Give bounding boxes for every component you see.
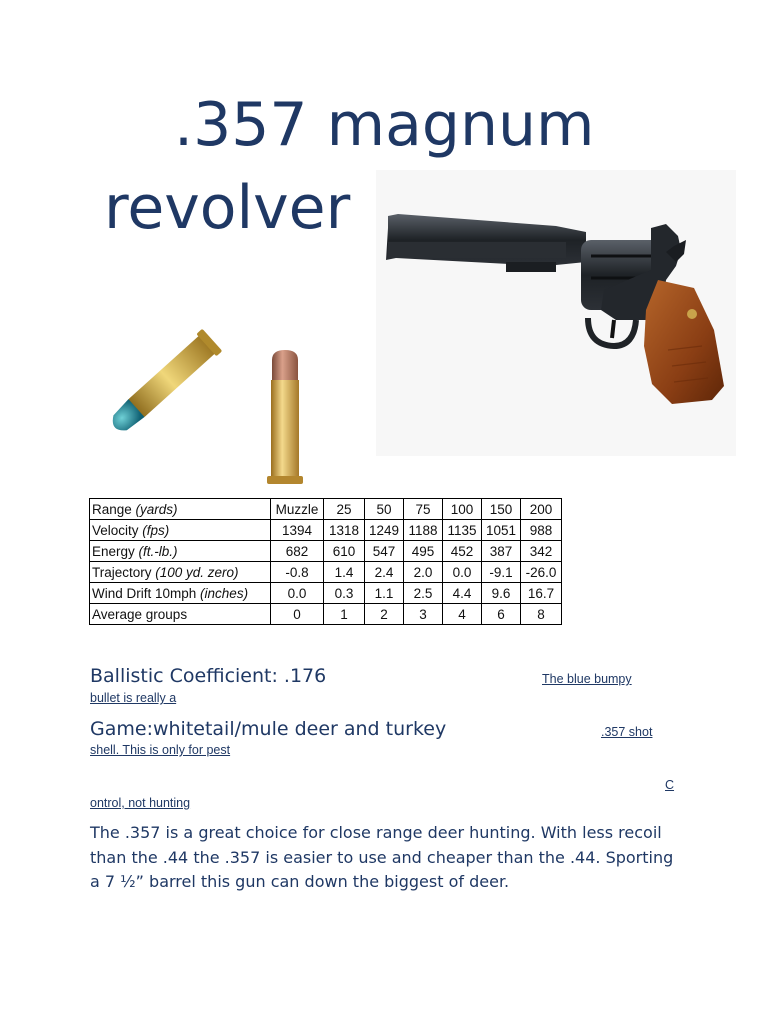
table-cell: 150 <box>482 499 521 520</box>
row-label-text: Wind Drift 10mph <box>92 585 201 601</box>
table-cell: 495 <box>404 541 443 562</box>
row-unit: (fps) <box>142 522 170 538</box>
row-label <box>90 499 271 520</box>
revolver-image <box>376 170 736 456</box>
table-cell: 342 <box>521 541 562 562</box>
game-heading: Game:whitetail/mule deer and turkey <box>90 718 447 740</box>
table-cell: 988 <box>521 520 562 541</box>
table-row <box>90 520 562 541</box>
table-cell: 547 <box>365 541 404 562</box>
table-cell: 1394 <box>271 520 324 541</box>
page-title-line-2: revolver <box>104 173 351 243</box>
table-cell: 1.4 <box>324 562 365 583</box>
table-row <box>90 562 562 583</box>
table-cell: 200 <box>521 499 562 520</box>
table-cell: 0 <box>271 604 324 625</box>
row-label <box>90 562 271 583</box>
table-cell: 387 <box>482 541 521 562</box>
row-label-text: Energy <box>92 543 139 559</box>
caption-link-3b[interactable]: ontrol, not hunting <box>90 796 191 810</box>
row-unit: (inches) <box>200 585 249 601</box>
table-cell: 1188 <box>404 520 443 541</box>
table-cell: 25 <box>324 499 365 520</box>
table-cell: 4.4 <box>443 583 482 604</box>
table-cell: 0.0 <box>443 562 482 583</box>
table-cell: -26.0 <box>521 562 562 583</box>
row-unit: (100 yd. zero) <box>155 564 239 580</box>
cartridge-image <box>260 346 310 488</box>
table-cell: 452 <box>443 541 482 562</box>
table-cell: 2 <box>365 604 404 625</box>
table-cell: 1.1 <box>365 583 404 604</box>
caption-link-2b[interactable]: shell. This is only for pest <box>90 743 231 757</box>
row-unit: (ft.-lb.) <box>138 543 178 559</box>
table-cell: 2.5 <box>404 583 443 604</box>
table-row <box>90 499 562 520</box>
row-label <box>90 583 271 604</box>
table-row <box>90 583 562 604</box>
table-cell: 9.6 <box>482 583 521 604</box>
table-cell: 75 <box>404 499 443 520</box>
row-label <box>90 520 271 541</box>
table-cell: -9.1 <box>482 562 521 583</box>
table-cell: 100 <box>443 499 482 520</box>
caption-link-2a[interactable]: .357 shot <box>601 725 653 739</box>
row-label-text: Trajectory <box>92 564 156 580</box>
table-cell: 1135 <box>443 520 482 541</box>
table-cell: 4 <box>443 604 482 625</box>
table-cell: 0.0 <box>271 583 324 604</box>
caption-link-1a[interactable]: The blue bumpy <box>542 672 632 686</box>
table-cell: 2.4 <box>365 562 404 583</box>
table-cell: -0.8 <box>271 562 324 583</box>
table-cell: 1318 <box>324 520 365 541</box>
row-label <box>90 541 271 562</box>
table-row <box>90 604 562 625</box>
ballistic-coefficient-heading: Ballistic Coefficient: .176 <box>90 665 327 687</box>
row-label-text: Range <box>92 501 136 517</box>
table-cell: 1 <box>324 604 365 625</box>
table-cell: 6 <box>482 604 521 625</box>
table-cell: 50 <box>365 499 404 520</box>
table-cell: 0.3 <box>324 583 365 604</box>
caption-link-3a[interactable]: C <box>665 778 675 792</box>
row-label <box>90 604 271 625</box>
table-cell: Muzzle <box>271 499 324 520</box>
page-title-line-1: .357 magnum <box>174 90 595 160</box>
table-row <box>90 541 562 562</box>
table-cell: 1249 <box>365 520 404 541</box>
row-label-text: Velocity <box>92 522 143 538</box>
table-cell: 1051 <box>482 520 521 541</box>
table-cell: 3 <box>404 604 443 625</box>
table-cell: 8 <box>521 604 562 625</box>
table-cell: 2.0 <box>404 562 443 583</box>
body-paragraph: The .357 is a great choice for close range deer hunting. With less recoil than the .44 the .357 is easier to use and cheaper than the .44. Sporting a 7 ½” barrel this gun can down the biggest of deer. <box>90 823 674 891</box>
shot-shell-bullet-image <box>86 318 236 454</box>
row-label-text: Average groups <box>92 606 188 622</box>
ballistics-table <box>89 498 562 625</box>
row-unit: (yards) <box>135 501 178 517</box>
table-cell: 682 <box>271 541 324 562</box>
caption-link-1b[interactable]: bullet is really a <box>90 691 177 705</box>
table-cell: 16.7 <box>521 583 562 604</box>
table-cell: 610 <box>324 541 365 562</box>
